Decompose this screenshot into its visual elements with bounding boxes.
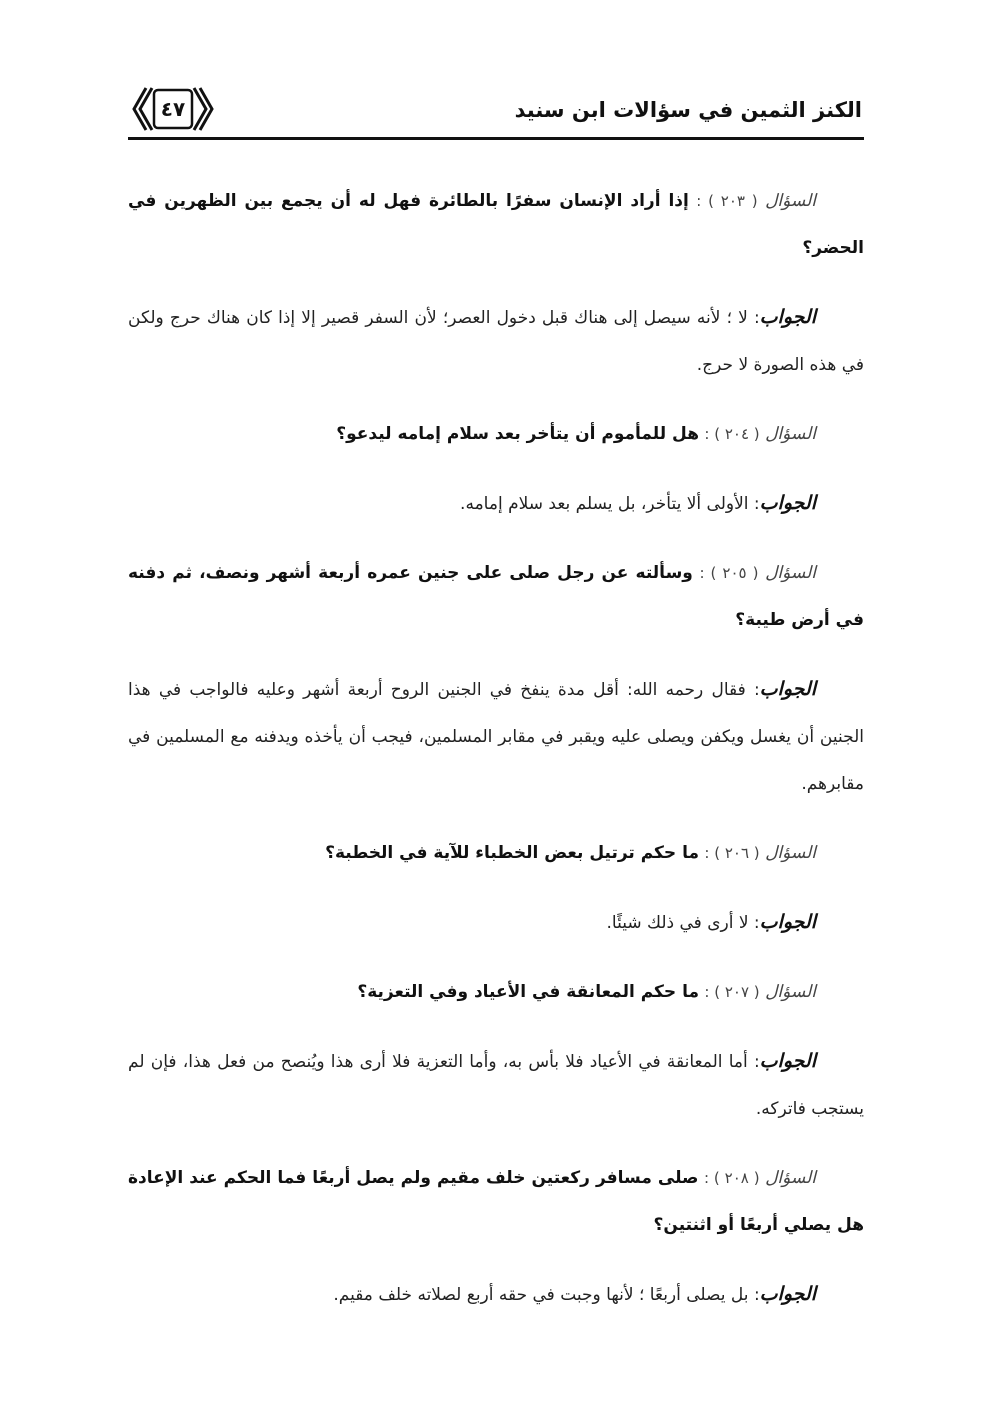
- page-number-frame: [132, 84, 214, 134]
- question-label: السؤال: [765, 563, 817, 583]
- question-label: السؤال: [765, 843, 816, 863]
- question-label: السؤال: [765, 982, 816, 1002]
- question-text: صلى مسافر ركعتين خلف مقيم ولم يصل أربعًا فما الحكم عند الإعادة هل يصلي أربعًا أو اثنتين؟: [128, 1168, 864, 1235]
- question-203: [128, 178, 864, 272]
- answer-208: [128, 1271, 864, 1319]
- answer-206: [128, 899, 864, 947]
- answer-204: [128, 480, 864, 528]
- question-number: ( ٢٠٤ ) :: [704, 425, 760, 443]
- page: [128, 0, 864, 1403]
- answer-205: [128, 666, 864, 808]
- answer-label: الجواب: [759, 678, 816, 700]
- question-text: إذا أراد الإنسان سفرًا بالطائرة فهل له أن يجمع بين الظهرين في الحضر؟: [128, 191, 864, 258]
- question-208: [128, 1155, 864, 1249]
- answer-text: : لا ؛ لأنه سيصل إلى هناك قبل دخول العصر؛ لأن السفر قصير إلا إذا كان هناك حرج ولكن في هذه الصورة لا حرج.: [128, 308, 864, 375]
- question-text: وسألته عن رجل صلى على جنين عمره أربعة أشهر ونصف، ثم دفنه في أرض طيبة؟: [128, 563, 864, 630]
- header-divider: [128, 137, 864, 140]
- answer-label: الجواب: [759, 306, 816, 328]
- question-label: السؤال: [765, 1168, 816, 1188]
- question-label: السؤال: [765, 191, 816, 211]
- question-205: [128, 550, 864, 644]
- page-number: ٤٧: [160, 97, 186, 121]
- answer-label: الجواب: [759, 1283, 816, 1305]
- question-number: ( ٢٠٥ ) :: [699, 564, 759, 582]
- answer-207: [128, 1038, 864, 1133]
- question-number: ( ٢٠٨ ) :: [703, 1169, 760, 1187]
- question-206: [128, 830, 864, 877]
- question-number: ( ٢٠٣ ) :: [696, 192, 758, 210]
- answer-label: الجواب: [759, 911, 816, 933]
- book-title: الكنز الثمين في سؤالات ابن سنيد: [514, 98, 862, 122]
- question-number: ( ٢٠٧ ) :: [704, 983, 760, 1001]
- question-207: [128, 969, 864, 1016]
- answer-label: الجواب: [759, 1050, 816, 1072]
- answer-text: : بل يصلى أربعًا ؛ لأنها وجبت في حقه أربع لصلاته خلف مقيم.: [333, 1285, 760, 1305]
- question-text: هل للمأموم أن يتأخر بعد سلام إمامه ليدعو؟: [336, 424, 699, 444]
- qa-content: [128, 178, 864, 1341]
- answer-203: [128, 294, 864, 389]
- answer-text: : الأولى ألا يتأخر، بل يسلم بعد سلام إمامه.: [460, 494, 760, 514]
- question-204: [128, 411, 864, 458]
- answer-text: : أما المعانقة في الأعياد فلا بأس به، وأما التعزية فلا أرى هذا ويُنصح من فعل هذا، فإن لم يستجب فاتركه.: [128, 1052, 864, 1119]
- question-label: السؤال: [765, 424, 816, 444]
- question-text: ما حكم المعانقة في الأعياد وفي التعزية؟: [357, 982, 699, 1002]
- page-header: [128, 78, 864, 138]
- answer-label: الجواب: [759, 492, 816, 514]
- answer-text: : فقال رحمه الله: أقل مدة ينفخ في الجنين الروح أربعة أشهر وعليه فالواجب في هذا الجنين أن يغسل ويكفن ويصلى عليه ويقبر في مقابر المسلمين، فيجب أن يأخذه ويدفنه مع المسلمين في مقابرهم.: [128, 680, 864, 794]
- answer-text: : لا أرى في ذلك شيئًا.: [606, 913, 760, 933]
- question-text: ما حكم ترتيل بعض الخطباء للآية في الخطبة؟: [325, 843, 699, 863]
- question-number: ( ٢٠٦ ) :: [704, 844, 760, 862]
